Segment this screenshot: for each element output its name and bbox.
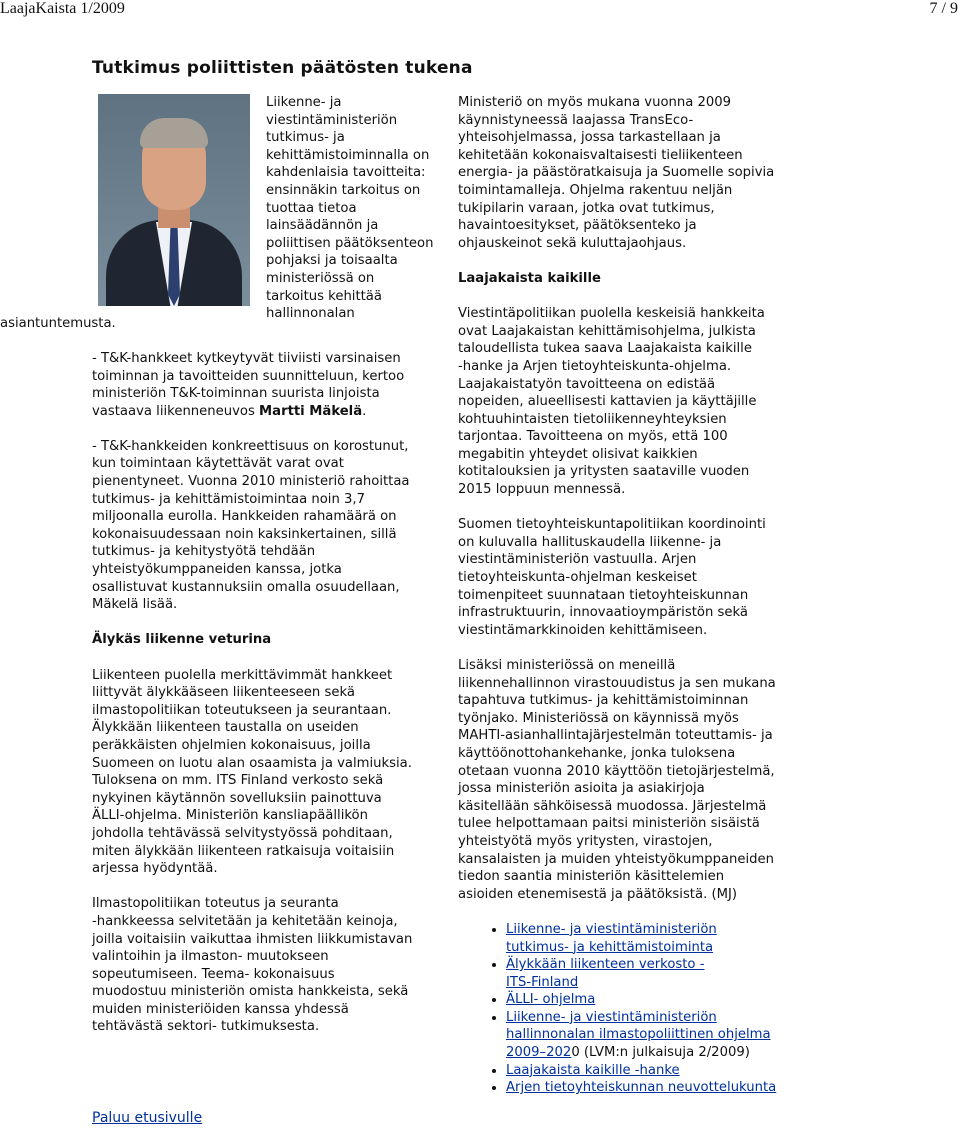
paragraph-makela-quote: - T&K-hankkeet kytkeytyvät tiiviisti varsinaisen toiminnan ja tavoitteiden suunnitteluun, kertoo ministeriön T&K-toiminnan suurista linjoista vastaava liikenneneuvos Martti Mäkelä. [92,350,405,419]
link-alli-program[interactable]: ÄLLI- ohjelma [506,992,596,1008]
related-links-list [458,921,816,1097]
portrait-photo [98,94,250,306]
link-rd-activity[interactable]: Liikenne- ja viestintäministeriön tutkimus- ja kehittämistoiminta [506,921,717,955]
subheading-smart-traffic: Älykäs liikenne veturina [92,632,272,648]
paragraph-coordination: Suomen tietoyhteiskuntapolitiikan koordinointi on kuluvalla hallituskaudella liikenne- ja viestintäministeriön vastuulla. Arjen tietoyhteiskunta-ohjelman keskeiset toimenpiteet suunnataan tietoyhteiskunnan infrastruktuurin, innovaatioympäristön sekä viestintämarkkinoiden kehittämiseen. [458,517,766,638]
link-climate-program[interactable]: Liikenne- ja viestintäministeriön hallinnonalan ilmastopoliittinen ohjelma 2009–202 [506,1009,771,1061]
list-item [506,921,816,956]
issue-label: LaajaKaista 1/2009 [0,0,125,17]
list-item [506,1062,816,1080]
list-item [506,991,816,1009]
left-column [0,94,444,1054]
paragraph-smart-traffic: Liikenteen puolella merkittävimmät hankkeet liittyvät älykkääseen liikenteeseen sekä ilmastopolitiikan toteutukseen ja seurantaan. Älykkään liikenteen taustalla on useiden peräkkäisten ohjelmien kokonaisuus, joilla Suomeen on luotu alan osaamista ja valmiuksia. Tuloksena on mm. ITS Finland verkosto sekä nykyinen käytännön sovelluksiin painottuva ÄLLI-ohjelma. Ministeriön kansliapäällikön johdolla tehtävässä selvitystyössä pohditaan, miten älykkään liikenteen ratkaisuja voitaisiin arjessa hyödyntää. [92,667,412,877]
article-title: Tutkimus poliittisten päätösten tukena [92,58,473,78]
list-item [506,1079,816,1097]
link-its-finland[interactable]: Älykkään liikenteen verkosto - ITS-Finland [506,957,705,990]
paragraph-funding: - T&K-hankkeiden konkreettisuus on korostunut, kun toimintaan käytettävät varat ovat pienentyneet. Vuonna 2010 ministeriö rahoittaa tutkimus- ja kehittämistoimintaa noin 3,7 miljoonalla eurolla. Hankkeiden rahamäärä on kokonaisuudessaan noin kaksinkertainen, sillä tutkimus- ja kehitystyötä tehdään yhteistyökumppaneiden kanssa, jotka osallistuvat kustannuksiin omalla osuudellaan, Mäkelä lisää. [92,438,410,613]
page-number: 7 / 9 [929,0,958,17]
link-information-society-council[interactable]: Arjen tietoyhteiskunnan neuvottelukunta [506,1080,777,1096]
right-column [458,94,816,1097]
link-broadband-for-all[interactable]: Laajakaista kaikille -hanke [506,1062,680,1078]
paragraph-broadband: Viestintäpolitiikan puolella keskeisiä hankkeita ovat Laajakaistan kehittämisohjelma, julkista taloudellista tukea saava Laajakaista kaikille -hanke ja Arjen tietoyhteiskunta-ohjelma. Laajakaistatyön tavoitteena on edistää nopeiden, alueellisesti kattavien ja käyttäjille kohtuuhintaisten tietoliikenneyhteyksien tarjontaa. Tavoitteena on myös, että 100 megabitin yhteydet olisivat kaikkien kotitalouksien ja yritysten saataville vuoden 2015 loppuun mennessä. [458,306,765,498]
paragraph-intro-end: asiantuntemusta. [0,315,116,331]
back-to-frontpage-link[interactable]: Paluu etusivulle [92,1110,203,1126]
paragraph-reform: Lisäksi ministeriössä on meneillä liikennehallinnon virastouudistus ja sen mukana tapahtuva tutkimus- ja kehittämistoiminnan työnjako. Ministeriössä on käynnissä myös MAHTI-asianhallintajärjestelmän toteuttamis- ja käyttöönottohankehanke, jonka tuloksena otetaan vuonna 2010 käyttöön tietojärjestelmä, jossa ministeriön asioita ja asiakirjoja käsitellään sähköisessä muodossa. Järjestelmä tulee helpottamaan paitsi ministeriön sisäistä yhteistyötä myös yritysten, virastojen, kansalaisten ja muiden yhteistyökumppaneiden tiedon saantia ministeriön käsittelemien asioiden etenemisestä ja päätöksistä. (MJ) [458,658,776,902]
link-suffix-text: 0 (LVM:n julkaisuja 2/2009) [571,1045,750,1061]
person-name: Martti Mäkelä [259,403,363,419]
photo-wrapped-text: Liikenne- ja viestintäministeriön tutkimus- ja kehittämistoiminnalla on kahdenlaisia tavoitteita: ensinnäkin tarkoitus on tuottaa tietoa lainsäädännön ja poliittisen päätöksenteon pohjaksi ja toisaalta ministeriössä on tarkoitus kehittää hallinnonalan [266,95,434,322]
list-item [506,956,816,991]
list-item [506,1009,816,1062]
subheading-broadband: Laajakaista kaikille [458,270,601,286]
paragraph-climate: Ilmastopolitiikan toteutus ja seuranta -hankkeessa selvitetään ja kehitetään keinoja, joilla voitaisiin vaikuttaa ihmisten liikkumistavan valintoihin ja ilmaston- muutokseen sopeutumiseen. Teema- kokonaisuus muodostuu ministeriön omista hankkeista, sekä muiden ministeriöiden kanssa yhdessä tehtävästä sektori- tutkimuksesta. [92,896,413,1035]
paragraph-transeco: Ministeriö on myös mukana vuonna 2009 käynnistyneessä laajassa TransEco- yhteisohjelmassa, jossa tarkastellaan ja kehitetään kokonaisvaltaisesti tieliikenteen energia- ja päästöratkaisuja ja Suomelle sopivia toimintamalleja. Ohjelma rakentuu neljän tukipilarin varaan, jotka ovat tutkimus, havaintoesitykset, päätöksenteko ja ohjauskeinot sekä kuluttajaohjaus. [458,95,775,251]
